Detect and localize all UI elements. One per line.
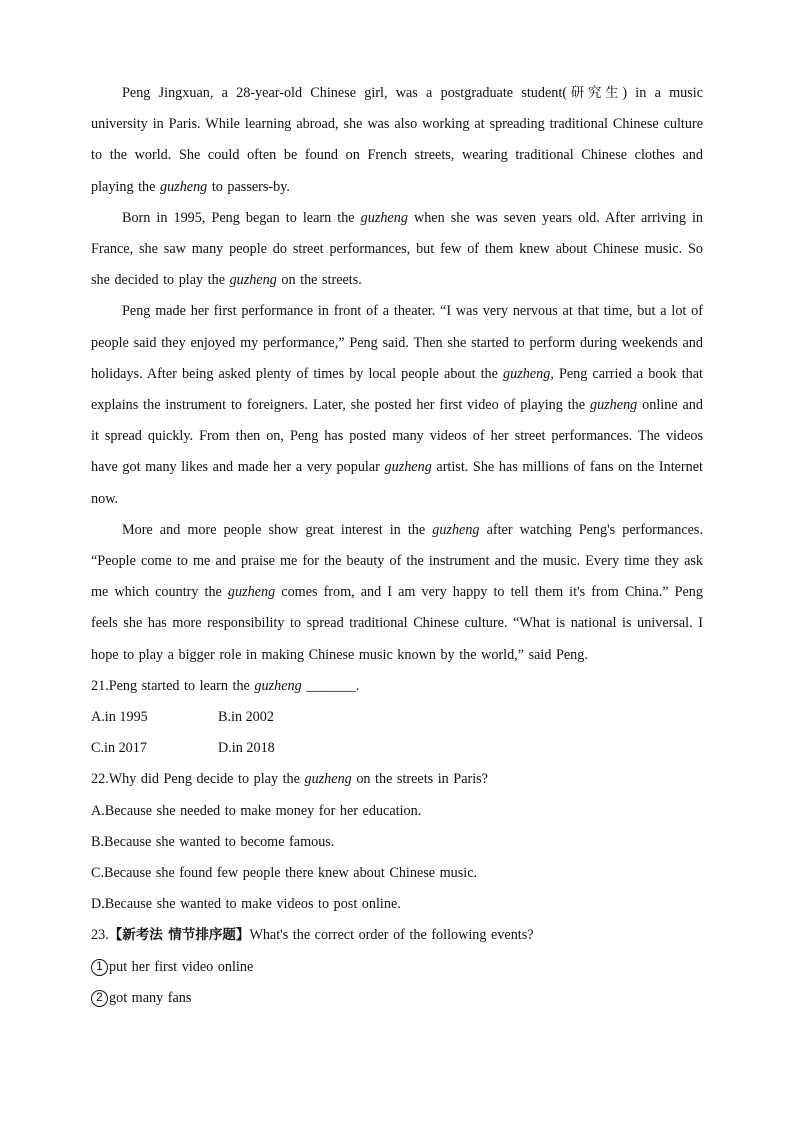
guzheng-term: guzheng xyxy=(254,677,302,694)
guzheng-term: guzheng xyxy=(159,178,208,195)
text-run: Born in 1995, Peng began to learn the xyxy=(122,209,361,226)
chinese-gloss: 研究生 xyxy=(567,85,623,101)
text-run: Peng Jingxuan, a 28-year-old Chinese girl, was a postgraduate student( xyxy=(122,85,568,101)
text-run: to passers-by. xyxy=(207,178,290,195)
text-run: , Peng carried a book that explains the instrument to foreigners. Later, she posted her first video of playing the xyxy=(91,365,704,414)
guzheng-term: guzheng xyxy=(227,584,276,601)
question-22-stem xyxy=(91,764,703,795)
guzheng-term: guzheng xyxy=(360,209,408,226)
event-item xyxy=(91,983,703,1014)
question-type-tag: 【新考法 情节排序题】 xyxy=(108,927,250,944)
answer-blank: _______. xyxy=(301,677,360,694)
text-run: on the streets. xyxy=(276,272,362,289)
circled-number-icon: 1 xyxy=(91,959,108,976)
text-run: 21.Peng started to learn the xyxy=(91,677,255,694)
text-run: Peng made her first performance in front of a theater. “I was very nervous at that time, but a lot of people said they enjoyed my performance,” Peng said. Then she started to perform during weekends and holidays. After being asked plenty of times by local people about the xyxy=(91,303,703,382)
guzheng-term: guzheng xyxy=(304,771,352,788)
event-text: put her first video online xyxy=(109,958,254,975)
passage-paragraph-4 xyxy=(91,515,703,671)
guzheng-term: guzheng xyxy=(229,272,277,289)
question-23-stem xyxy=(91,920,703,951)
text-run: when she was seven years old. After arriving in France, she saw many people do street performances, but few of them knew about Chinese music. So she decided to play the xyxy=(91,209,703,289)
text-run: What's the correct order of the following events? xyxy=(249,927,534,944)
text-run: comes from, and I am very happy to tell them it's from China.” Peng feels she has more responsibility to spread traditional Chinese culture. “What is national is universal. I hope to play a bigger role in making Chinese music known by the world,” said Peng. xyxy=(91,584,703,663)
event-item xyxy=(91,952,703,983)
text-run: More and more people show great interest in the xyxy=(122,521,433,538)
event-text: got many fans xyxy=(109,989,192,1006)
guzheng-term: guzheng xyxy=(503,365,551,382)
question-21-stem xyxy=(91,671,703,702)
text-run: 22.Why did Peng decide to play the xyxy=(91,771,305,788)
passage-paragraph-1 xyxy=(91,78,703,203)
guzheng-term: guzheng xyxy=(384,459,432,476)
passage-paragraph-2 xyxy=(91,203,703,297)
text-run: online and it spread quickly. From then on, Peng has posted many videos of her street performances. The videos have got many likes and made her a very popular xyxy=(91,397,703,476)
text-run: artist. She has millions of fans on the Internet now. xyxy=(91,459,703,507)
option-a[interactable]: A.in 1995 xyxy=(91,709,148,726)
option-c[interactable]: C.Because she found few people there knew about Chinese music. xyxy=(91,865,478,882)
text-run: after watching Peng's performances. “People come to me and praise me for the beauty of the instrument and the music. Every time they ask me which country the xyxy=(91,521,703,601)
option-a[interactable]: A.Because she needed to make money for her education. xyxy=(91,802,422,819)
question-number: 23. xyxy=(91,927,109,944)
option-b[interactable]: B.Because she wanted to become famous. xyxy=(91,833,335,850)
text-run: on the streets in Paris? xyxy=(351,771,488,788)
passage-paragraph-3 xyxy=(91,296,703,514)
option-b[interactable]: B.in 2002 xyxy=(218,709,274,726)
question-21-options-row-1 xyxy=(91,702,703,733)
guzheng-term: guzheng xyxy=(589,397,638,414)
text-run: ) in a music university in Paris. While learning abroad, she was also working at spreading traditional Chinese culture to the world. She could often be found on French streets, wearing traditional Chinese clothes and playing the xyxy=(91,85,704,195)
question-21-options-row-2 xyxy=(91,733,703,764)
exam-page xyxy=(91,78,703,1014)
option-d[interactable]: D.in 2018 xyxy=(218,740,275,757)
guzheng-term: guzheng xyxy=(432,521,480,538)
circled-number-icon: 2 xyxy=(91,990,108,1007)
option-d[interactable]: D.Because she wanted to make videos to post online. xyxy=(91,896,401,913)
option-c[interactable]: C.in 2017 xyxy=(91,740,147,757)
